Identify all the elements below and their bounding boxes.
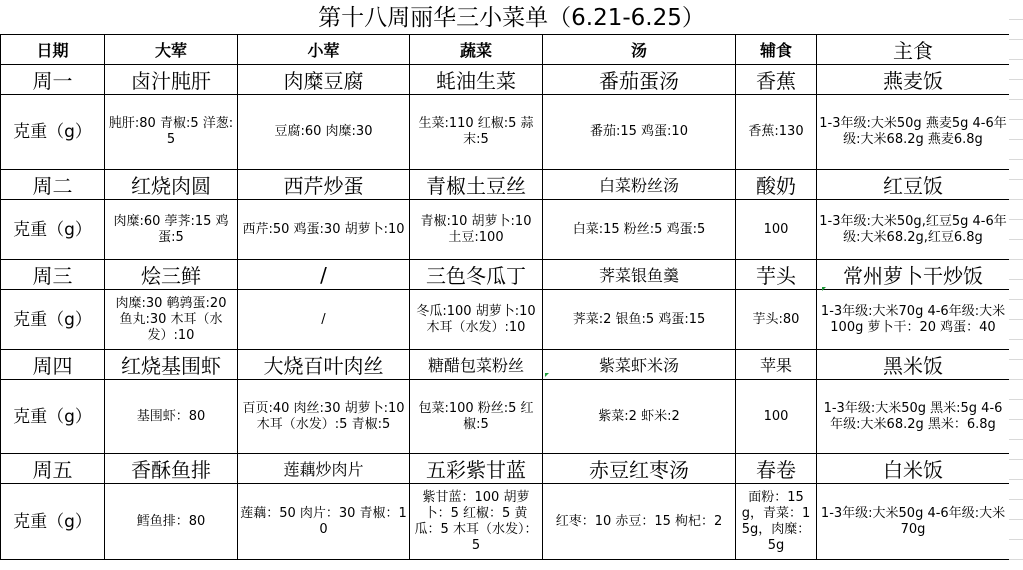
vegetable-dish: 青椒土豆丝 [410, 170, 543, 200]
vegetable-dish: 五彩紫甘蓝 [410, 454, 543, 484]
staple-weight: 1-3年级:大米50g 燕麦5g 4-6年级:大米68.2g 燕麦6.8g [817, 95, 1010, 170]
soup-weight: 白菜:15 粉丝:5 鸡蛋:5 [543, 200, 736, 260]
cell-comment-marker [545, 373, 549, 377]
soup-dish: 荠菜银鱼羹 [543, 260, 736, 290]
weight-label: 克重（g） [1, 290, 105, 350]
dish-row [1, 65, 1010, 95]
side-meat-dish: 大烧百叶肉丝 [238, 350, 410, 380]
main-meat-weight: 肫肝:80 青椒:5 洋葱:5 [105, 95, 238, 170]
staple-weight: 1-3年级:大米50g 黑米:5g 4-6年级:大米68.2g 黑米：6.8g [817, 380, 1010, 454]
menu-table [0, 34, 1010, 560]
day-label: 周二 [1, 170, 105, 200]
side-meat-dish: / [238, 260, 410, 290]
soup-dish: 白菜粉丝汤 [543, 170, 736, 200]
side-meat-dish: 莲藕炒肉片 [238, 454, 410, 484]
day-label: 周一 [1, 65, 105, 95]
soup-dish: 紫菜虾米汤 [543, 350, 736, 380]
snack-weight: 100 [736, 380, 817, 454]
dish-row [1, 260, 1010, 290]
vegetable-dish: 三色冬瓜丁 [410, 260, 543, 290]
main-meat-dish: 香酥鱼排 [105, 454, 238, 484]
header-main-meat: 大荤 [105, 35, 238, 65]
snack-weight: 芋头:80 [736, 290, 817, 350]
side-meat-weight: 百页:40 肉丝:30 胡萝卜:10 木耳（水发）:5 青椒:5 [238, 380, 410, 454]
weight-label: 克重（g） [1, 484, 105, 560]
snack-weight: 面粉：15g，青菜：15g，肉糜：5g [736, 484, 817, 560]
vegetable-dish: 糖醋包菜粉丝 [410, 350, 543, 380]
main-meat-weight: 肉糜:60 荸荠:15 鸡蛋:5 [105, 200, 238, 260]
side-meat-weight: 西芹:50 鸡蛋:30 胡萝卜:10 [238, 200, 410, 260]
weight-row [1, 95, 1010, 170]
main-meat-dish: 红烧基围虾 [105, 350, 238, 380]
soup-weight: 红枣：10 赤豆：15 枸杞：2 [543, 484, 736, 560]
dish-row [1, 350, 1010, 380]
snack-dish: 苹果 [736, 350, 817, 380]
soup-weight: 荠菜:2 银鱼:5 鸡蛋:15 [543, 290, 736, 350]
menu-title: 第十八周丽华三小菜单（6.21-6.25） [318, 5, 705, 31]
snack-dish: 香蕉 [736, 65, 817, 95]
weight-row [1, 290, 1010, 350]
vegetable-weight: 冬瓜:100 胡萝卜:10 木耳（水发）:10 [410, 290, 543, 350]
snack-dish: 芋头 [736, 260, 817, 290]
vegetable-weight: 青椒:10 胡萝卜:10 土豆:100 [410, 200, 543, 260]
main-meat-weight: 肉糜:30 鹌鹑蛋:20 鱼丸:30 木耳（水发）:10 [105, 290, 238, 350]
soup-weight: 紫菜:2 虾米:2 [543, 380, 736, 454]
weight-row [1, 484, 1010, 560]
staple-weight: 1-3年级:大米50g,红豆5g 4-6年级:大米68.2g,红豆6.8g [817, 200, 1010, 260]
staple-dish: 常州萝卜干炒饭 [817, 260, 1010, 290]
day-label: 周四 [1, 350, 105, 380]
day-label: 周五 [1, 454, 105, 484]
weight-label: 克重（g） [1, 95, 105, 170]
main-meat-dish: 红烧肉圆 [105, 170, 238, 200]
dish-row [1, 454, 1010, 484]
snack-dish: 春卷 [736, 454, 817, 484]
soup-dish: 赤豆红枣汤 [543, 454, 736, 484]
staple-dish: 燕麦饭 [817, 65, 1010, 95]
vegetable-weight: 紫甘蓝：100 胡萝卜：5 红椒：5 黄瓜：5 木耳（水发）：5 [410, 484, 543, 560]
vegetable-dish: 蚝油生菜 [410, 65, 543, 95]
side-meat-dish: 西芹炒蛋 [238, 170, 410, 200]
side-meat-dish: 肉糜豆腐 [238, 65, 410, 95]
header-row [1, 35, 1010, 65]
header-side-meat: 小荤 [238, 35, 410, 65]
soup-dish: 番茄蛋汤 [543, 65, 736, 95]
snack-dish: 酸奶 [736, 170, 817, 200]
dish-row [1, 170, 1010, 200]
header-soup: 汤 [543, 35, 736, 65]
staple-dish: 白米饭 [817, 454, 1010, 484]
staple-dish: 黑米饭 [817, 350, 1010, 380]
snack-weight: 香蕉:130 [736, 95, 817, 170]
day-label: 周三 [1, 260, 105, 290]
staple-dish: 红豆饭 [817, 170, 1010, 200]
staple-weight: 1-3年级:大米50g 4-6年级:大米70g [817, 484, 1010, 560]
cell-comment-marker [822, 287, 826, 291]
main-meat-weight: 鳕鱼排：80 [105, 484, 238, 560]
weight-label: 克重（g） [1, 200, 105, 260]
header-vegetable: 蔬菜 [410, 35, 543, 65]
weight-row [1, 200, 1010, 260]
header-date: 日期 [1, 35, 105, 65]
weight-label: 克重（g） [1, 380, 105, 454]
main-meat-dish: 烩三鲜 [105, 260, 238, 290]
header-snack: 辅食 [736, 35, 817, 65]
staple-weight: 1-3年级:大米70g 4-6年级:大米100g 萝卜干：20 鸡蛋：40 [817, 290, 1010, 350]
snack-weight: 100 [736, 200, 817, 260]
main-meat-dish: 卤汁肫肝 [105, 65, 238, 95]
vegetable-weight: 包菜:100 粉丝:5 红椒:5 [410, 380, 543, 454]
weight-row [1, 380, 1010, 454]
spreadsheet-gridlines [1009, 0, 1023, 570]
header-staple: 主食 [817, 35, 1010, 65]
vegetable-weight: 生菜:110 红椒:5 蒜末:5 [410, 95, 543, 170]
soup-weight: 番茄:15 鸡蛋:10 [543, 95, 736, 170]
side-meat-weight: 豆腐:60 肉糜:30 [238, 95, 410, 170]
side-meat-weight: 莲藕：50 肉片：30 青椒：10 [238, 484, 410, 560]
main-meat-weight: 基围虾：80 [105, 380, 238, 454]
side-meat-weight: / [238, 290, 410, 350]
